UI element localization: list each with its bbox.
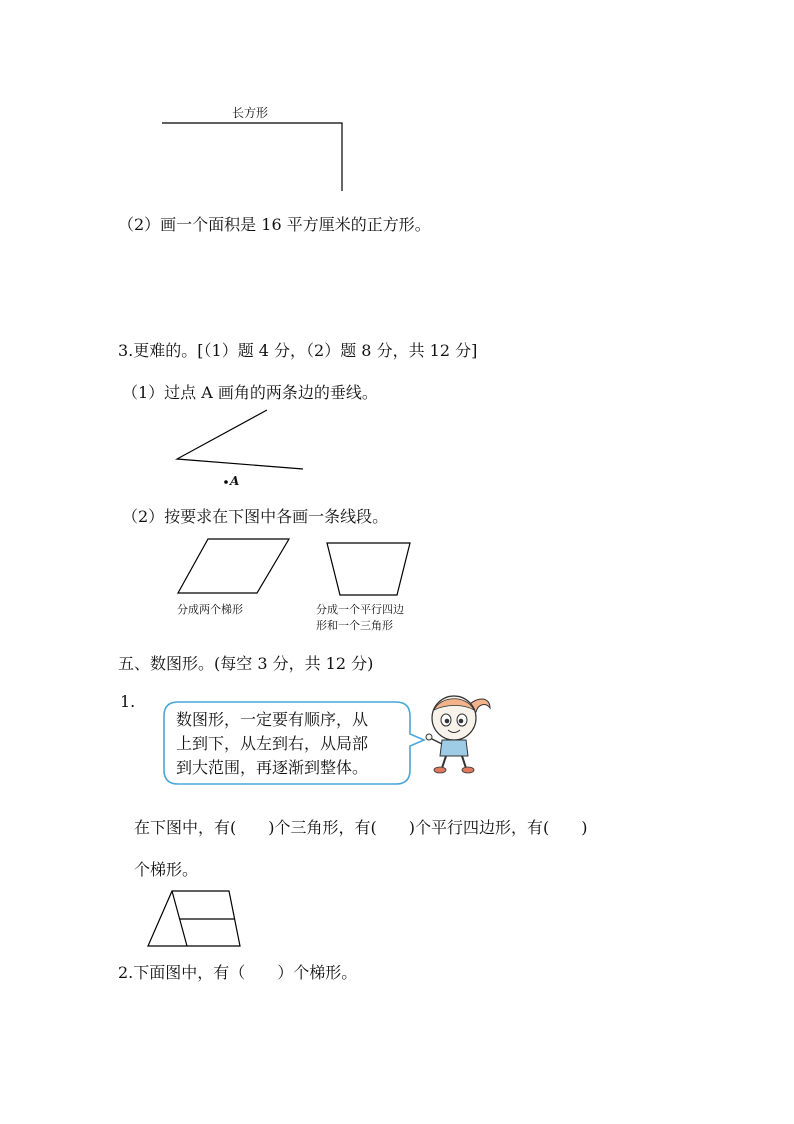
item-1-text-line2: 个梯形。: [134, 860, 199, 879]
question-2-2: （2）画一个面积是 16 平方厘米的正方形。: [118, 215, 431, 234]
trapezoid-counting-figure: [145, 888, 245, 950]
parallelogram-caption: 分成两个梯形: [177, 603, 243, 616]
question-3-title: 3.更难的。[（1）题 4 分，（2）题 8 分，共 12 分]: [118, 341, 478, 360]
trapezoid-figure: [325, 540, 415, 598]
item-1-text-line1: 在下图中，有( )个三角形，有( )个平行四边形，有( ): [134, 818, 588, 837]
trapezoid-caption-line2: 形和一个三角形: [316, 619, 393, 632]
question-3-2: （2）按要求在下图中各画一条线段。: [122, 507, 389, 526]
point-a-dot: [224, 480, 228, 484]
angle-figure: [170, 405, 310, 490]
parallelogram-figure: [175, 535, 295, 597]
section-5-title: 五、数图形。(每空 3 分，共 12 分): [118, 654, 374, 673]
rectangle-partial-figure: [160, 120, 350, 195]
cartoon-mascot: [420, 690, 500, 775]
item-2-text: 2.下面图中，有（ ）个梯形。: [118, 963, 358, 982]
bubble-line-2: 上到下，从左到右，从局部: [176, 734, 369, 753]
trapezoid-caption-line1: 分成一个平行四边: [316, 603, 404, 616]
rectangle-label: 长方形: [232, 106, 269, 120]
point-a-label: A: [230, 474, 240, 488]
bubble-line-1: 数图形，一定要有顺序，从: [176, 710, 369, 729]
bubble-line-3: 到大范围，再逐渐到整体。: [176, 758, 369, 777]
item-1-number: 1.: [120, 692, 136, 711]
question-3-1: （1）过点 A 画角的两条边的垂线。: [122, 383, 378, 402]
